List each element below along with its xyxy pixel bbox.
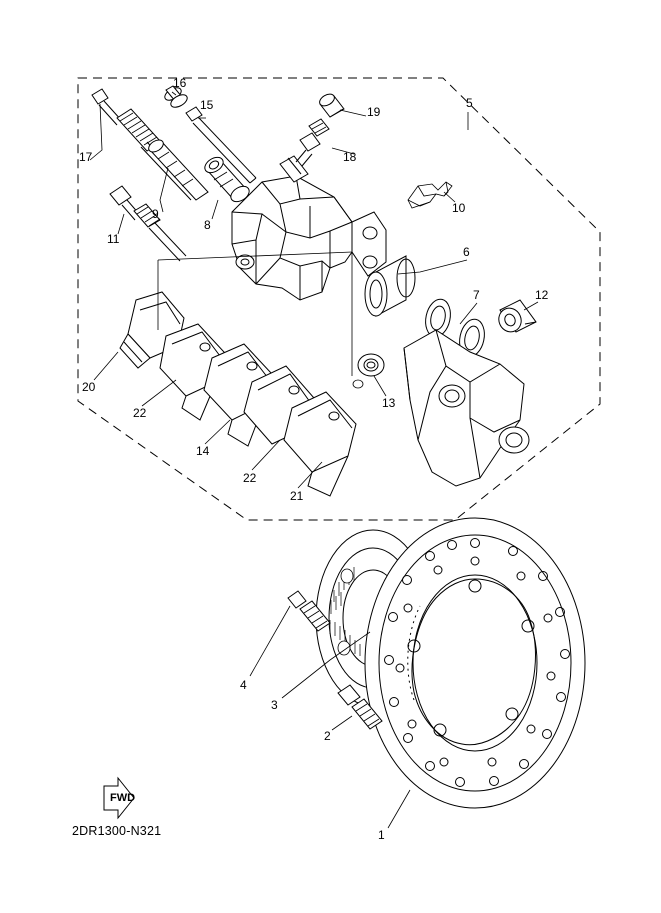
part-9-sleeve [147, 138, 208, 200]
callout-13: 13 [382, 396, 396, 410]
callout-16: 16 [173, 76, 187, 90]
callout-5: 5 [466, 96, 473, 110]
callout-19: 19 [367, 105, 381, 119]
fwd-label: FWD [110, 792, 136, 804]
callout-20: 20 [82, 380, 96, 394]
part-10-pad-spring [408, 182, 452, 208]
callout-6: 6 [463, 245, 470, 259]
caliper-bracket [404, 330, 529, 486]
callout-22-b: 22 [243, 471, 257, 485]
callout-10: 10 [452, 201, 466, 215]
part-18-bleed-screw [296, 119, 329, 166]
part-19-cap [318, 92, 344, 117]
callout-3: 3 [271, 698, 278, 712]
part-number-label: 2DR1300-N321 [72, 824, 162, 838]
part-13-ring [353, 354, 384, 388]
callout-21: 21 [290, 489, 304, 503]
part-1-brake-disc [365, 518, 585, 808]
part-12-bushing [495, 300, 536, 336]
callout-1: 1 [378, 828, 385, 842]
callout-9: 9 [152, 207, 159, 221]
callout-2: 2 [324, 729, 331, 743]
callout-8: 8 [204, 218, 211, 232]
callout-12: 12 [535, 288, 549, 302]
callout-14: 14 [196, 444, 210, 458]
callout-11: 11 [107, 232, 120, 246]
callout-17: 17 [79, 150, 93, 164]
callout-18: 18 [343, 150, 357, 164]
callout-22-a: 22 [133, 406, 147, 420]
callout-7: 7 [473, 288, 480, 302]
callout-15: 15 [200, 98, 214, 112]
callout-4: 4 [240, 678, 247, 692]
part-8-dust-seal [202, 154, 252, 205]
